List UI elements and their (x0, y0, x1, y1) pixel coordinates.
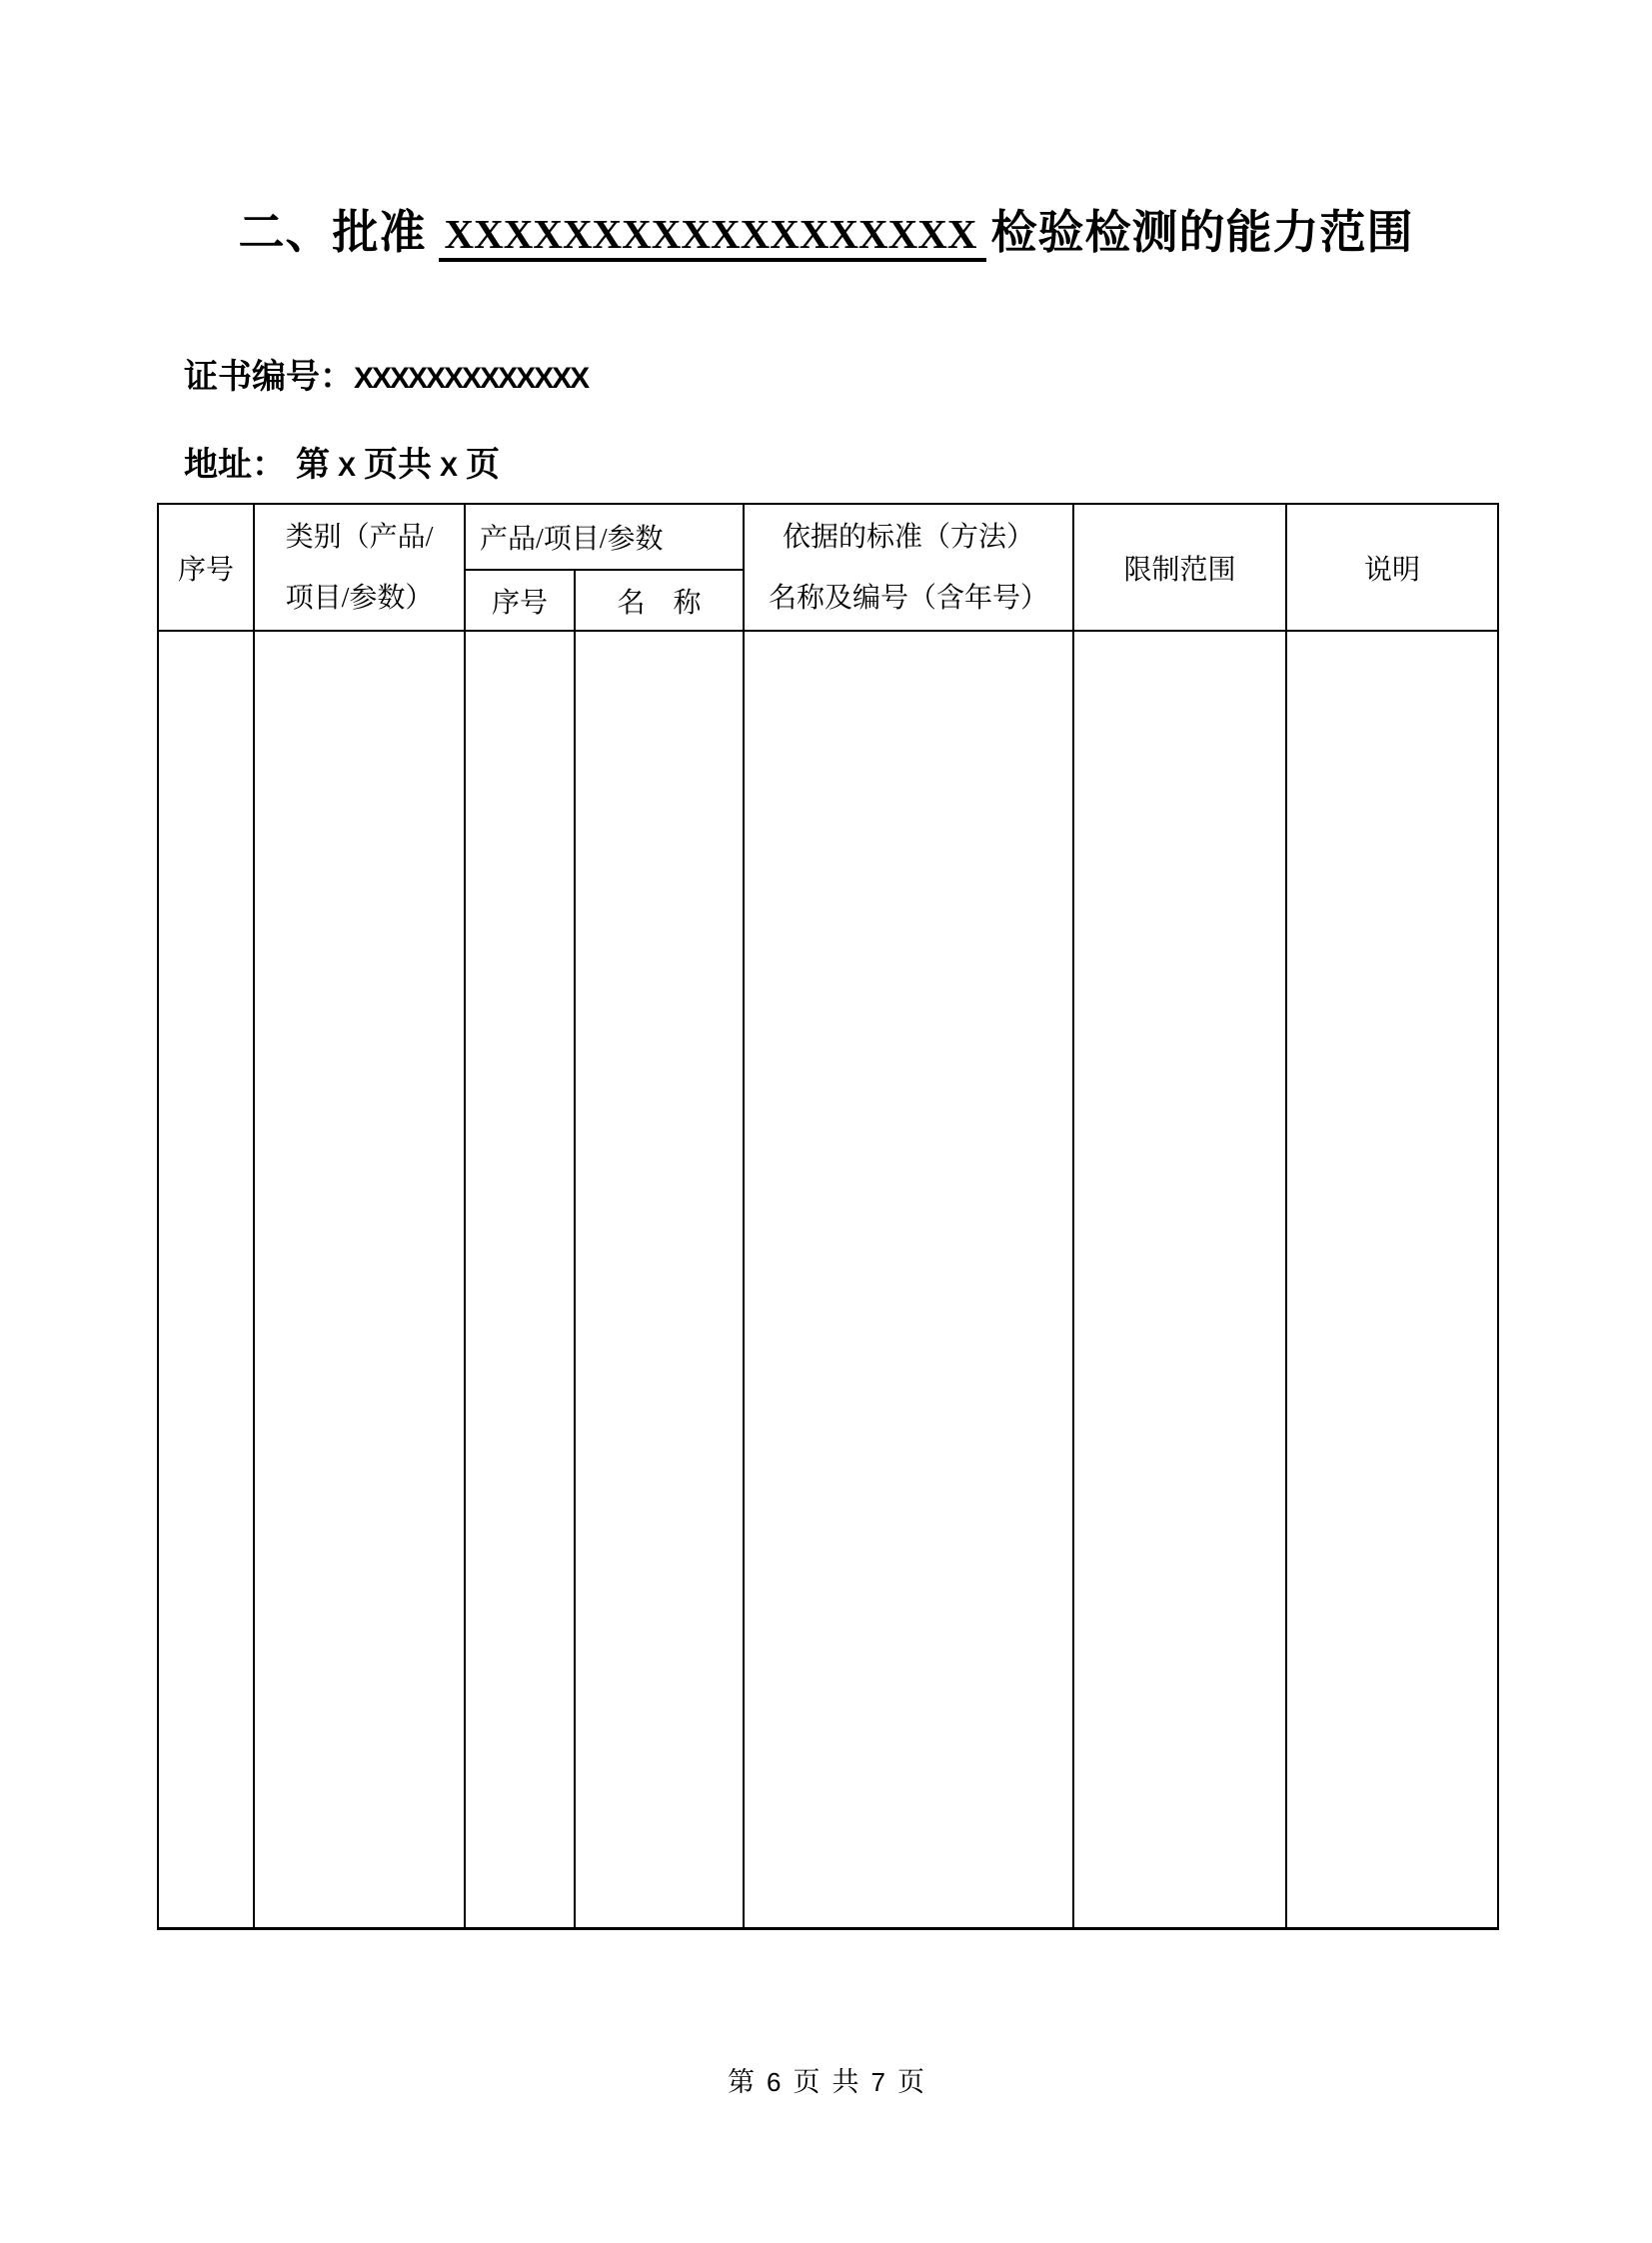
table-cell-serial (158, 631, 254, 1928)
title-underlined-blank: XXXXXXXXXXXXXXXXXX (439, 211, 987, 262)
capability-scope-table (157, 503, 1499, 1930)
table-header-row-1 (158, 504, 1498, 570)
header-product-group: 产品/项目/参数 (465, 504, 744, 570)
address-seg-before: 第 (296, 447, 330, 484)
header-limit-scope: 限制范围 (1073, 504, 1286, 631)
header-category-line1: 类别（产品/ (285, 521, 434, 553)
table-cell-note (1286, 631, 1498, 1928)
footer-page-number: 6 (767, 2067, 782, 2097)
header-category-line2: 项目/参数） (285, 582, 434, 614)
address-line (184, 437, 500, 486)
footer-seg3: 共 (831, 2067, 859, 2097)
address-page-placeholder: X (338, 452, 357, 482)
footer-seg4: 页 (896, 2067, 924, 2097)
page-title (0, 196, 1652, 262)
title-suffix: 检验检测的能力范围 (990, 207, 1414, 258)
footer-total-pages: 7 (870, 2067, 885, 2097)
certificate-number-line (184, 349, 588, 398)
header-note: 说明 (1286, 504, 1498, 631)
footer-seg2: 页 (793, 2067, 821, 2097)
header-sub-name: 名 称 (575, 570, 744, 631)
header-sub-serial: 序号 (465, 570, 575, 631)
page-footer (0, 2060, 1652, 2099)
table-cell-sub-serial (465, 631, 575, 1928)
address-label: 地址： (184, 447, 286, 484)
table-cell-standard (744, 631, 1073, 1928)
address-seg-after: 页 (466, 447, 501, 484)
title-prefix: 二、批准 (238, 207, 427, 258)
table-cell-name (575, 631, 744, 1928)
certificate-number-label: 证书编号： (184, 359, 354, 396)
table-cell-category (254, 631, 465, 1928)
table-cell-limit-scope (1073, 631, 1286, 1928)
header-serial: 序号 (158, 504, 254, 631)
address-total-placeholder: X (440, 452, 459, 482)
header-category (254, 504, 465, 631)
footer-seg1: 第 (728, 2067, 756, 2097)
header-standard-line1: 依据的标准（方法） (782, 521, 1034, 553)
certificate-number-value: XXXXXXXXXXXXX (354, 362, 589, 395)
address-seg-middle: 页共 (364, 447, 433, 484)
table-body-row (158, 631, 1498, 1928)
header-standard-line2: 名称及编号（含年号） (768, 582, 1048, 614)
header-standard (744, 504, 1073, 631)
